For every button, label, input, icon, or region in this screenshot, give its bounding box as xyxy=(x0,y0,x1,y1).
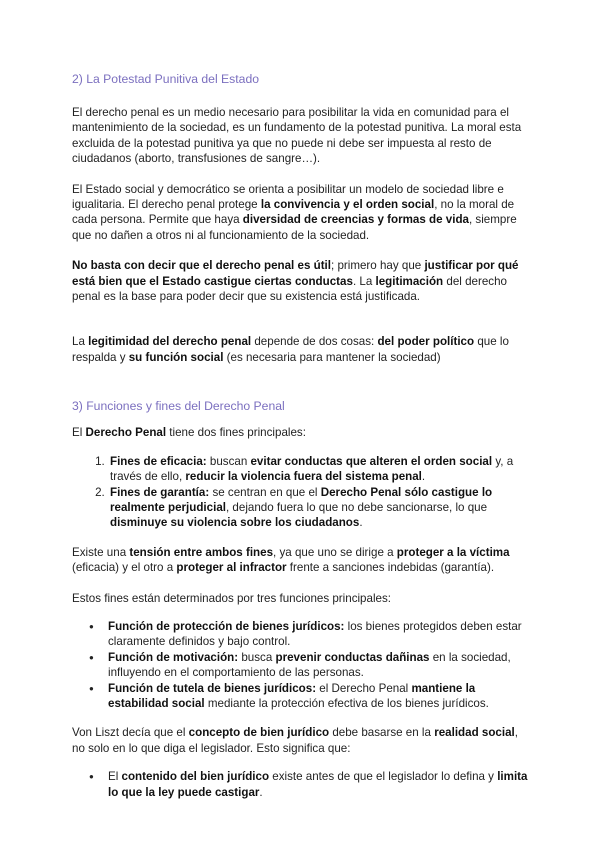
fines-list xyxy=(72,454,534,531)
section-heading-potestad: 2) La Potestad Punitiva del Estado xyxy=(72,72,259,86)
list-item-contenido-bien-juridico: ● El contenido del bien jurídico existe antes de que el legislador lo defina y limita lo que la ley puede castigar. xyxy=(108,769,534,800)
paragraph-medio-necesario: El derecho penal es un medio necesario para posibilitar la vida en comunidad para el mantenimiento de la sociedad, es un fundamento de la potestad punitiva. La moral esta excluida de la potestad punitiva ya que no puede ni debe ser impuesta al resto de ciudadanos (aborto, transfusiones de sangre…). xyxy=(72,106,522,166)
paragraph-tres-funciones: Estos fines están determinados por tres funciones principales: xyxy=(72,591,391,605)
section-heading-funciones: 3) Funciones y fines del Derecho Penal xyxy=(72,399,285,414)
liszt-list xyxy=(72,769,534,800)
list-item-fines-eficacia: 1. Fines de eficacia: buscan evitar conductas que alteren el orden social y, a través de ello, reducir la violencia fuera del sistema penal. xyxy=(108,454,534,485)
funciones-list xyxy=(72,619,534,711)
list-item-funcion-proteccion: ● Función de protección de bienes jurídicos: los bienes protegidos deben estar claramente definidos y bajo control. xyxy=(108,619,534,650)
paragraph-estado-social: El Estado social y democrático se orienta a posibilitar un modelo de sociedad libre e igualitaria. El derecho penal protege la convivencia y el orden social, no la moral de cada persona. Permite que haya diversidad de creencias y formas de vida, siempre que no dañen a otros ni al funcionamiento de la sociedad. xyxy=(72,182,517,242)
list-item-fines-garantia: 2. Fines de garantía: se centran en que el Derecho Penal sólo castigue lo realmente perjudicial, dejando fuera lo que no debe sancionarse, lo que disminuye su violencia sobre los ciudadanos. xyxy=(108,485,534,531)
paragraph-legitimidad: La legitimidad del derecho penal depende de dos cosas: del poder político que lo respalda y su función social (es necesaria para mantener la sociedad) xyxy=(72,335,509,364)
paragraph-tension: Existe una tensión entre ambos fines, ya que uno se dirige a proteger a la víctima (eficacia) y el otro a proteger al infractor frente a sanciones indebidas (garantía). xyxy=(72,545,510,575)
paragraph-justificacion: No basta con decir que el derecho penal es útil; primero hay que justificar por qué está bien que el Estado castigue ciertas conductas. La legitimación del derecho penal es la base para poder decir que su existencia está justificada. xyxy=(72,259,519,304)
list-item-funcion-tutela: ● Función de tutela de bienes jurídicos: el Derecho Penal mantiene la estabilidad social mediante la protección efectiva de los bienes jurídicos. xyxy=(108,681,534,712)
paragraph-von-liszt: Von Liszt decía que el concepto de bien jurídico debe basarse en la realidad social, no solo en lo que diga el legislador. Esto significa que: xyxy=(72,726,518,755)
list-item-funcion-motivacion: ● Función de motivación: busca prevenir conductas dañinas en la sociedad, influyendo en el comportamiento de las personas. xyxy=(108,650,534,681)
paragraph-dos-fines: El Derecho Penal tiene dos fines principales: xyxy=(72,426,306,440)
